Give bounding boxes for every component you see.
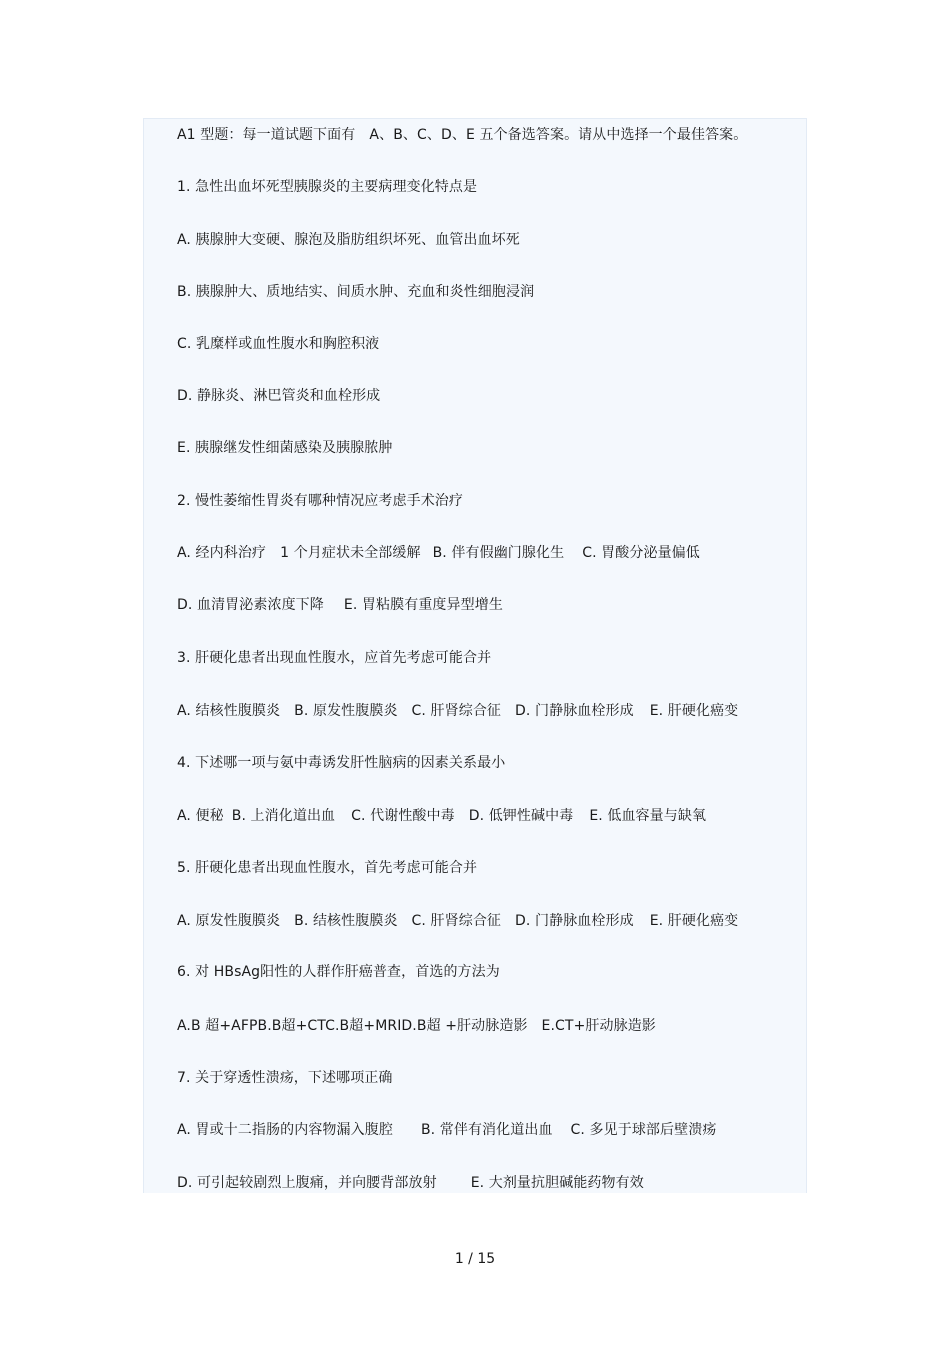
- page-number: 1 / 15: [454, 1251, 496, 1267]
- question-1-option-a: A. 胰腺肿大变硬、腺泡及脂肪组织坏死、血管出血坏死: [177, 232, 520, 248]
- question-7-stem: 7. 关于穿透性溃疡，下述哪项正确: [177, 1070, 393, 1086]
- question-7-options-row-2: [177, 1173, 644, 1193]
- question-3-options-row: [177, 701, 738, 721]
- question-2-option-a: A. 经内科治疗 1 个月症状未全部缓解: [177, 545, 421, 561]
- question-5-option-d: D. 门静脉血栓形成: [515, 913, 634, 929]
- question-2-option-c: C. 胃酸分泌量偏低: [582, 545, 700, 561]
- question-7-option-b: B. 常伴有消化道出血: [420, 1122, 553, 1138]
- question-7-option-a: A. 胃或十二指肠的内容物漏入腹腔: [177, 1122, 393, 1138]
- question-1-option-e: E. 胰腺继发性细菌感染及胰腺脓肿: [177, 440, 393, 456]
- question-1-option-c: C. 乳糜样或血性腹水和胸腔积液: [177, 336, 380, 352]
- question-1-option-d: D. 静脉炎、淋巴管炎和血栓形成: [177, 388, 381, 404]
- question-7-option-e: E. 大剂量抗胆碱能药物有效: [470, 1175, 644, 1191]
- question-2-option-d: D. 血清胃泌素浓度下降: [177, 597, 324, 613]
- question-6-options-row: [177, 1016, 656, 1036]
- question-7-option-d: D. 可引起较剧烈上腹痛，并向腰背部放射: [177, 1175, 437, 1191]
- question-4-option-c: C. 代谢性酸中毒: [351, 808, 455, 824]
- question-1-stem: 1. 急性出血坏死型胰腺炎的主要病理变化特点是: [177, 179, 478, 195]
- question-5-option-b: B. 结核性腹膜炎: [294, 913, 398, 929]
- question-4-option-b: B. 上消化道出血: [231, 808, 336, 824]
- question-3-stem: 3. 肝硬化患者出现血性腹水，应首先考虑可能合并: [177, 650, 492, 666]
- question-4-option-d: D. 低钾性碱中毒: [468, 808, 574, 824]
- question-2-option-e: E. 胃粘膜有重度异型增生: [343, 597, 503, 613]
- question-4-option-a: A. 便秘: [177, 808, 224, 824]
- question-6-options-a-to-d: A.B 超+AFPB.B超+CTC.B超+MRID.B超 +肝动脉造影: [177, 1018, 528, 1034]
- question-2-option-b: B. 伴有假幽门腺化生: [432, 545, 565, 561]
- question-3-option-d: D. 门静脉血栓形成: [515, 703, 634, 719]
- question-3-option-c: C. 肝肾综合征: [411, 703, 502, 719]
- question-5-options-row: [177, 911, 738, 931]
- question-6-stem: 6. 对 HBsAg阳性的人群作肝癌普查，首选的方法为: [177, 964, 500, 980]
- question-5-stem: 5. 肝硬化患者出现血性腹水，首先考虑可能合并: [177, 860, 478, 876]
- question-7-option-c: C. 多见于球部后壁溃疡: [570, 1122, 717, 1138]
- question-1-option-b: B. 胰腺肿大、质地结实、间质水肿、充血和炎性细胞浸润: [177, 284, 535, 300]
- instruction-text: A1 型题：每一道试题下面有 A、B、C、D、E 五个备选答案。请从中选择一个最佳答案。: [177, 127, 748, 143]
- question-3-option-e: E. 肝硬化癌变: [649, 703, 739, 719]
- question-5-option-c: C. 肝肾综合征: [411, 913, 502, 929]
- question-4-options-row: [177, 806, 706, 826]
- question-5-option-e: E. 肝硬化癌变: [649, 913, 739, 929]
- question-2-stem: 2. 慢性萎缩性胃炎有哪种情况应考虑手术治疗: [177, 493, 464, 509]
- question-4-option-e: E. 低血容量与缺氧: [589, 808, 707, 824]
- question-5-option-a: A. 原发性腹膜炎: [177, 913, 281, 929]
- question-3-option-a: A. 结核性腹膜炎: [177, 703, 281, 719]
- question-6-option-e: E.CT+肝动脉造影: [541, 1018, 656, 1034]
- question-4-stem: 4. 下述哪一项与氨中毒诱发肝性脑病的因素关系最小: [177, 755, 506, 771]
- question-3-option-b: B. 原发性腹膜炎: [294, 703, 398, 719]
- question-7-options-row-1: [177, 1120, 716, 1140]
- question-2-options-row-1: [177, 543, 700, 563]
- question-2-options-row-2: [177, 595, 503, 615]
